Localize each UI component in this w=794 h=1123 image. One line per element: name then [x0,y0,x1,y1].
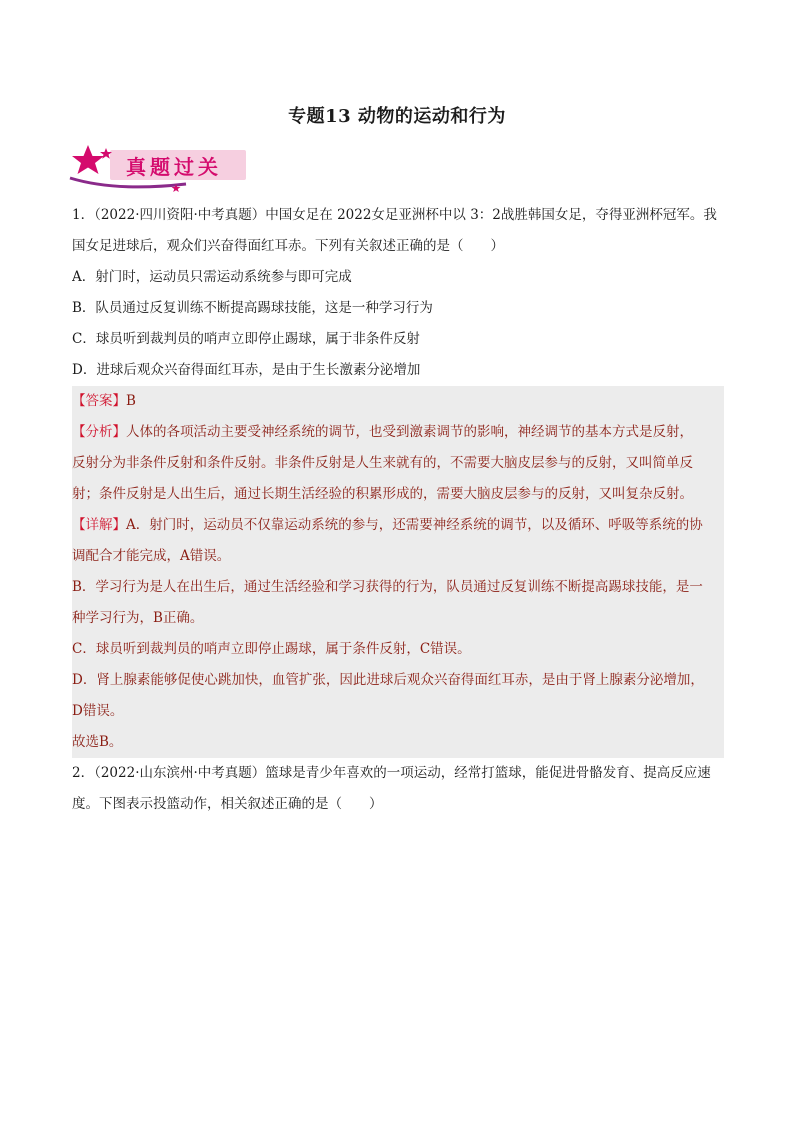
badge-label: 真题过关 [126,155,222,179]
q1-detail-a-line2: 调配合才能完成，A错误。 [72,548,231,564]
q1-option-b: B．队员通过反复训练不断提高踢球技能，这是一种学习行为 [72,300,433,316]
q1-stem-line1: 1．（2022·四川资阳·中考真题）中国女足在 2022女足亚洲杯中以 3：2战胜韩国女足，夺得亚洲杯冠军。我 [72,207,717,223]
detail-a-text-1: A．射门时，运动员不仅靠运动系统的参与，还需要神经系统的调节，以及循环、呼吸等系统的协 [126,517,703,533]
q1-option-d: D．进球后观众兴奋得面红耳赤，是由于生长激素分泌增加 [72,362,421,378]
q1-analysis-line1 [72,417,724,448]
q1-answer-block [72,386,724,758]
q2-stem-line1: 2．（2022·山东滨州·中考真题）篮球是青少年喜欢的一项运动，经常打篮球，能促进骨骼发育、提高反应速 [72,765,711,781]
q1-detail-b-line1: B．学习行为是人在出生后，通过生活经验和学习获得的行为，队员通过反复训练不断提高踢球技能，是一 [72,579,703,595]
detail-tag: 【详解】 [72,517,126,533]
q1-conclusion: 故选B。 [72,734,123,750]
q1-option-a: A．射门时，运动员只需运动系统参与即可完成 [72,269,352,285]
question-1 [72,200,724,758]
answer-value: B [126,393,136,409]
q1-detail-b-line2: 种学习行为，B正确。 [72,610,204,626]
analysis-text-1: 人体的各项活动主要受神经系统的调节，也受到激素调节的影响，神经调节的基本方式是反射， [126,424,693,440]
q1-analysis-line3: 射；条件反射是人出生后，通过长期生活经验的积累形成的，需要大脑皮层参与的反射，又叫复杂反射。 [72,486,693,502]
answer-tag: 【答案】 [72,393,126,409]
q1-stem-line2: 国女足进球后，观众们兴奋得面红耳赤。下列有关叙述正确的是（ ） [72,238,504,254]
q1-answer-line [72,386,724,417]
q1-detail-d-line2: D错误。 [72,703,124,719]
q1-detail-c: C．球员听到裁判员的哨声立即停止踢球，属于条件反射，C错误。 [72,641,471,657]
page-title: 专题13 动物的运动和行为 [288,106,506,127]
analysis-tag: 【分析】 [72,424,126,440]
q1-detail-d-line1: D．肾上腺素能够促使心跳加快，血管扩张，因此进球后观众兴奋得面红耳赤，是由于肾上腺素分泌增加， [72,672,704,688]
section-badge [66,142,256,192]
q1-option-c: C．球员听到裁判员的哨声立即停止踢球，属于非条件反射 [72,331,420,347]
q1-analysis-line2: 反射分为非条件反射和条件反射。非条件反射是人生来就有的，不需要大脑皮层参与的反射，又叫简单反 [72,455,693,471]
q1-detail-a-line1 [72,510,724,541]
question-list [72,200,724,820]
q2-stem-line2: 度。下图表示投篮动作，相关叙述正确的是（ ） [72,796,383,812]
question-2 [72,758,724,820]
